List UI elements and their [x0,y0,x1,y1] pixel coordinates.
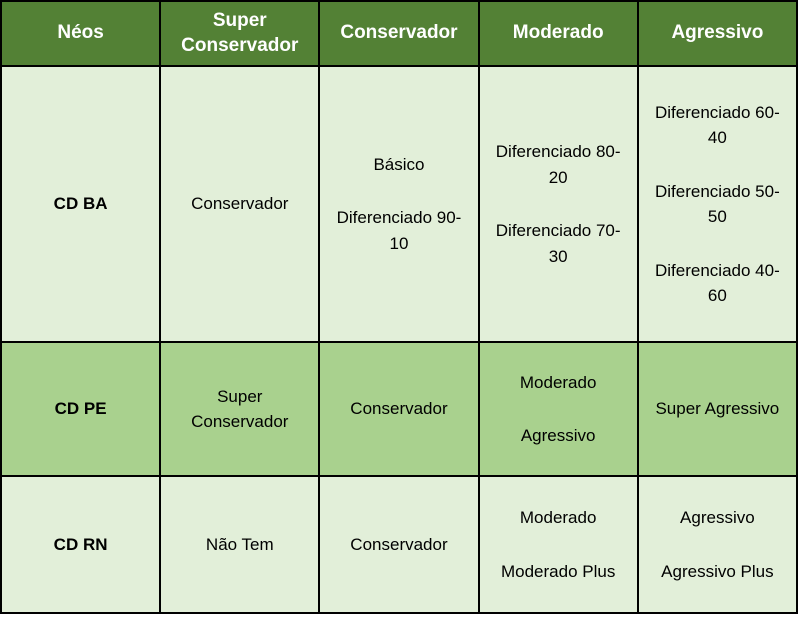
row-header: CD RN [1,476,160,613]
cell-item: Diferenciado 80-20 [495,142,621,187]
column-header: Moderado [479,1,638,66]
table-cell [479,476,638,613]
table-cell [638,342,797,476]
cell-item: Moderado [519,372,597,392]
table-body [1,66,797,613]
table-cell [479,66,638,342]
column-header: Conservador [319,1,478,66]
cell-item: Moderado [519,508,597,527]
column-header: Agressivo [638,1,797,66]
cell-item: Diferenciado 70-30 [495,221,621,266]
cell-item: Diferenciado 60-40 [655,102,780,147]
table-cell [160,476,319,613]
table-cell [160,66,319,342]
cell-item: Super Agressivo [655,399,780,419]
header-row [1,1,797,66]
cell-item: Diferenciado 40-60 [655,260,780,305]
cell-item: Diferenciado 50-50 [655,181,780,226]
table-cell [319,476,478,613]
cell-item: Diferenciado 90-10 [336,208,462,253]
cell-item: Agressivo [520,426,596,445]
table-cell [319,342,478,476]
table-cell [638,476,797,613]
table-row [1,342,797,476]
cell-item: Não Tem [205,534,274,554]
cell-item: Conservador [350,534,448,554]
row-header: CD PE [1,342,160,476]
row-header: CD BA [1,66,160,342]
table-cell [638,66,797,342]
table-row [1,476,797,613]
cell-item: Conservador [350,399,448,419]
cell-item: Básico [373,154,425,174]
cell-item: Moderado Plus [500,561,616,581]
table-cell [160,342,319,476]
table-row [1,66,797,342]
column-header: Néos [1,1,160,66]
cell-item: Agressivo Plus [661,561,774,581]
cell-item: Super Conservador [191,386,289,431]
cell-item: Conservador [191,194,289,214]
cell-item: Agressivo [680,508,755,527]
table-cell [479,342,638,476]
table-cell [319,66,478,342]
column-header: Super Conservador [160,1,319,66]
table-head [1,1,797,66]
